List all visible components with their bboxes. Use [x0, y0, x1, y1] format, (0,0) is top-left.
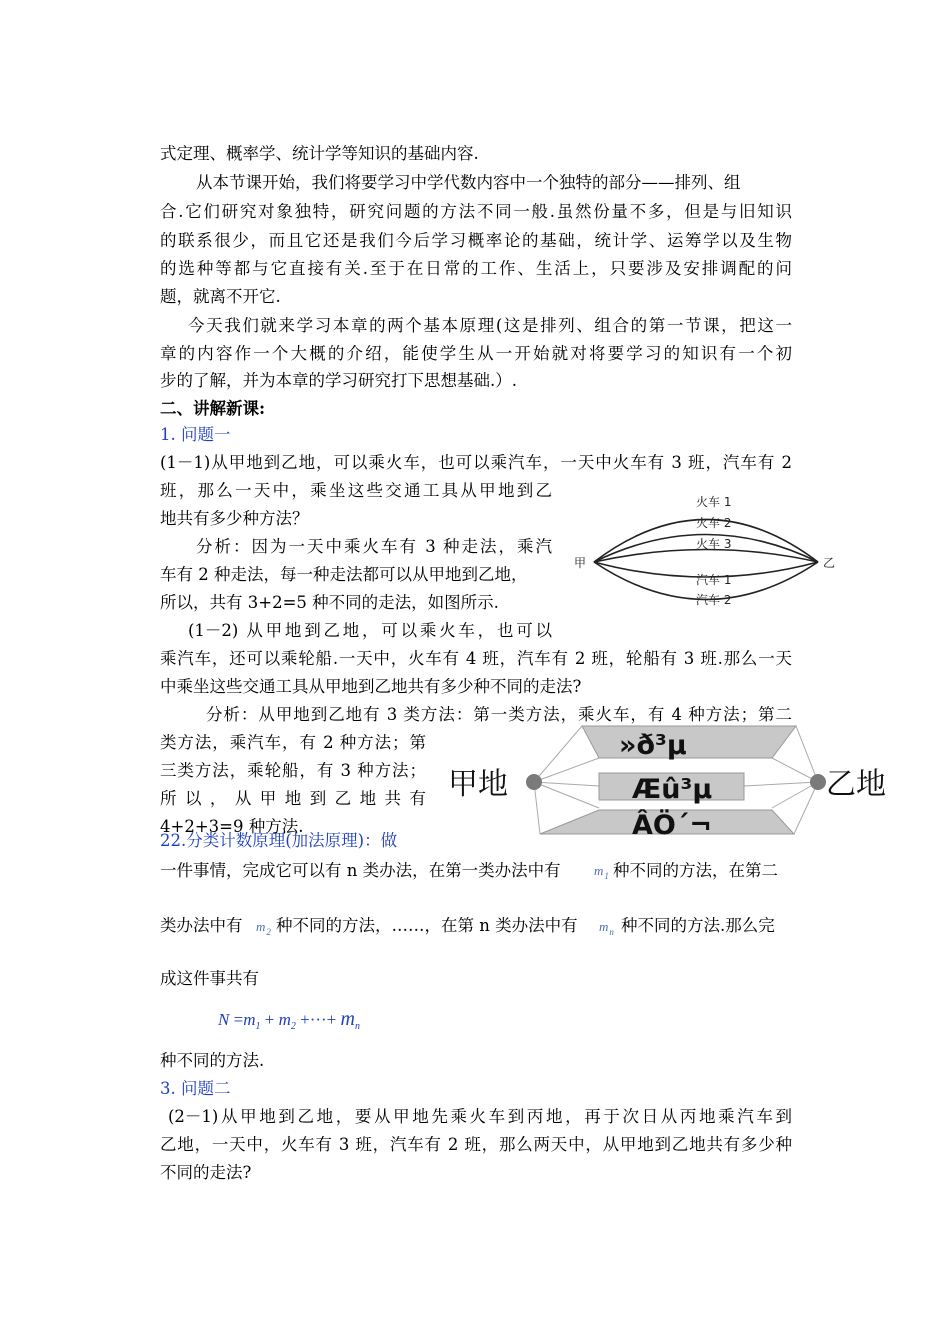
text-line: 步的了解，并为本章的学习研究打下思想基础.）.	[160, 371, 517, 390]
text-line: 式定理、概率学、统计学等知识的基础内容.	[160, 144, 479, 163]
text-line: 地共有多少种方法？	[160, 509, 309, 528]
text-line: 所 以 ， 从 甲 地 到 乙 地 共 有	[160, 789, 426, 808]
text-line: 类方法，乘汽车，有 2 种方法；第	[160, 733, 426, 752]
band-label: »ð³µ	[619, 730, 687, 761]
principle-heading: 22.分类计数原理(加法原理)：做	[160, 831, 398, 850]
text-line: 的联系很少，而且它还是我们今后学习概率论的基础，统计学、运筹学以及生物	[160, 231, 792, 250]
text-line: 种不同的方法.	[160, 1051, 265, 1070]
end-label: 乙	[823, 556, 836, 570]
text-line: 种不同的方法.那么完	[621, 916, 775, 935]
text-line: (2－1)从甲地到乙地，要从甲地先乘火车到丙地，再于次日从丙地乘汽车到	[168, 1107, 792, 1126]
text-line: 今天我们就来学习本章的两个基本原理(这是排列、组合的第一节课，把这一	[188, 316, 792, 335]
bands-diagram	[444, 718, 904, 842]
text-line: 成这件事共有	[160, 969, 259, 988]
text-line: 4+2+3=9 种方法.	[160, 817, 304, 836]
band-label: Æû³µ	[632, 774, 713, 805]
band-label: ÂÖ´¬	[632, 810, 712, 841]
route-label: 火车 2	[696, 516, 732, 530]
addition-formula: $N =m_1 + m_2$ +···+ $m_n$	[218, 1008, 360, 1032]
text-line: (1－2) 从甲地到乙地，可以乘火车，也可以	[188, 621, 552, 640]
end-label: 乙地	[826, 767, 886, 802]
text-line: 从本节课开始，我们将要学习中学代数内容中一个独特的部分——排列、组	[196, 173, 741, 192]
route-label: 汽车 2	[696, 593, 732, 607]
route-label: 火车 1	[696, 495, 732, 509]
text-line: 乘汽车，还可以乘轮船.一天中，火车有 4 班，汽车有 2 班，轮船有 3 班.那么一天	[160, 649, 792, 668]
text-line: 一件事情，完成它可以有 n 类办法，在第一类办法中有	[160, 861, 561, 880]
problem1-heading: 1. 问题一	[160, 425, 231, 444]
text-line: 的选种等都与它直接有关.至于在日常的工作、生活上，只要涉及安排调配的问	[160, 259, 792, 278]
text-line: 合.它们研究对象独特，研究问题的方法不同一般.虽然份量不多，但是与旧知识	[160, 202, 792, 221]
text-line: 所以，共有 3+2=5 种不同的走法，如图所示.	[160, 593, 499, 612]
text-line: 题，就离不开它.	[160, 287, 281, 306]
start-label: 甲地	[448, 767, 508, 802]
math-mn: $m_n$	[599, 919, 614, 937]
text-line: 三类方法，乘轮船，有 3 种方法；	[160, 761, 426, 780]
route-label: 火车 3	[696, 537, 732, 551]
routes-diagram	[566, 482, 846, 624]
text-line: 车有 2 种走法，每一种走法都可以从甲地到乙地，	[160, 565, 528, 584]
text-line: 种不同的方法，在第二	[613, 861, 778, 880]
text-line: 类办法中有	[160, 916, 243, 935]
text-line: 章的内容作一个大概的介绍，能使学生从一开始就对将要学习的知识有一个初	[160, 344, 792, 363]
route-label: 汽车 1	[696, 573, 732, 587]
text-line: 种不同的方法，……，在第 n 类办法中有	[276, 916, 578, 935]
start-label: 甲	[574, 556, 587, 570]
text-line: (1－1)从甲地到乙地，可以乘火车，也可以乘汽车，一天中火车有 3 班，汽车有 2	[160, 453, 792, 472]
section-heading: 二、讲解新课:	[160, 399, 266, 418]
problem2-heading: 3. 问题二	[160, 1079, 231, 1098]
text-line: 乙地，一天中，火车有 3 班，汽车有 2 班，那么两天中，从甲地到乙地共有多少种	[160, 1135, 792, 1154]
text-line: 分析：因为一天中乘火车有 3 种走法，乘汽	[196, 537, 552, 556]
text-line: 不同的走法?	[160, 1163, 252, 1182]
text-line: 分析：从甲地到乙地有 3 类方法：第一类方法，乘火车，有 4 种方法；第二	[206, 705, 792, 724]
text-line: 班，那么一天中，乘坐这些交通工具从甲地到乙	[160, 481, 552, 500]
math-m1: $m_1$	[594, 863, 609, 881]
math-m2: $m_2$	[256, 919, 271, 937]
text-line: 中乘坐这些交通工具从甲地到乙地共有多少种不同的走法?	[160, 677, 582, 696]
